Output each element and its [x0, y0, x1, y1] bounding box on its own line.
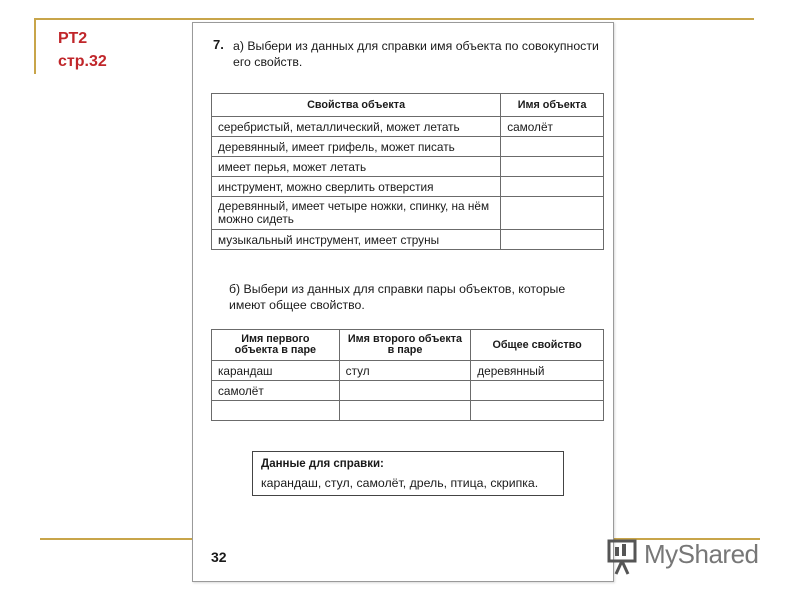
table-row: [212, 230, 604, 250]
header-first-object: Имя первого объекта в паре: [212, 330, 340, 361]
second-object-cell: стул: [339, 361, 471, 381]
table-header-row: [212, 330, 604, 361]
task-b-instruction: б) Выбери из данных для справки пары объектов, которые имеют общее свойство.: [229, 282, 566, 312]
second-object-cell: [339, 381, 471, 401]
workbook-page: [192, 22, 614, 582]
table-row: [212, 157, 604, 177]
pairs-table: [211, 329, 604, 421]
property-cell: имеет перья, может летать: [212, 157, 501, 177]
slide-label-workbook: РТ2: [58, 30, 88, 47]
table-row: [212, 197, 604, 230]
header-common-property: Общее свойство: [471, 330, 604, 361]
header-properties: Свойства объекта: [212, 94, 501, 117]
object-name-cell: [501, 177, 604, 197]
table-row: [212, 137, 604, 157]
header-object-name: Имя объекта: [501, 94, 604, 117]
property-cell: инструмент, можно сверлить отверстия: [212, 177, 501, 197]
object-name-cell: [501, 137, 604, 157]
reference-text: карандаш, стул, самолёт, дрель, птица, скрипка.: [261, 476, 539, 490]
header-second-object: Имя второго объекта в паре: [339, 330, 471, 361]
table-row: [212, 361, 604, 381]
table-row: [212, 401, 604, 421]
object-name-cell: [501, 157, 604, 177]
common-property-cell: [471, 381, 604, 401]
reference-title: Данные для справки:: [261, 458, 384, 470]
first-object-cell: карандаш: [212, 361, 340, 381]
properties-table: [211, 93, 604, 250]
property-cell: музыкальный инструмент, имеет струны: [212, 230, 501, 250]
first-object-cell: самолёт: [212, 381, 340, 401]
object-name-cell: [501, 230, 604, 250]
task-a-instruction: а) Выбери из данных для справки имя объекта по совокупности его свойств.: [233, 39, 599, 69]
table-header-row: [212, 94, 604, 117]
second-object-cell: [339, 401, 471, 421]
top-accent-line: [34, 18, 754, 20]
property-cell: деревянный, имеет грифель, может писать: [212, 137, 501, 157]
reference-box: [252, 451, 564, 496]
property-cell: деревянный, имеет четыре ножки, спинку, на нём можно сидеть: [212, 197, 501, 230]
table-row: [212, 381, 604, 401]
presentation-board-icon: [606, 536, 640, 576]
object-name-cell: самолёт: [501, 117, 604, 137]
table-row: [212, 177, 604, 197]
property-cell: серебристый, металлический, может летать: [212, 117, 501, 137]
common-property-cell: деревянный: [471, 361, 604, 381]
common-property-cell: [471, 401, 604, 421]
slide-label-page: стр.32: [58, 53, 107, 70]
myshared-logo[interactable]: [606, 536, 766, 576]
table-row: [212, 117, 604, 137]
first-object-cell: [212, 401, 340, 421]
logo-text: MyShared: [644, 539, 759, 569]
page-number: 32: [211, 549, 227, 565]
task-number: 7.: [213, 37, 224, 52]
left-accent-line: [34, 18, 36, 74]
object-name-cell: [501, 197, 604, 230]
